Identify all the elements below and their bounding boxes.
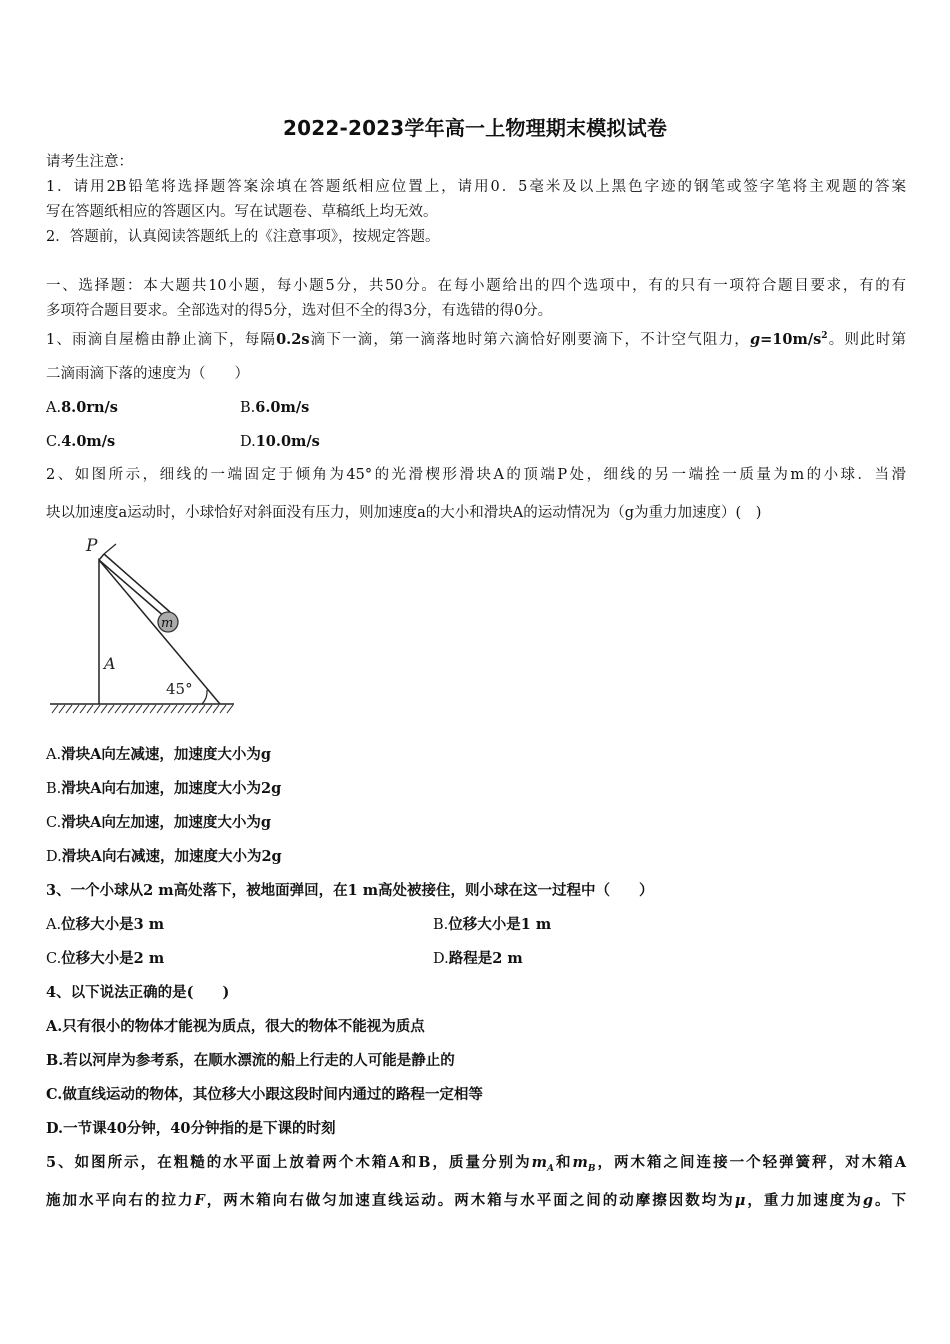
q5-mu-symbol: μ [734, 1192, 746, 1209]
wedge-outline [99, 560, 220, 704]
q2-option-c [46, 813, 271, 833]
q2-option-b [46, 779, 281, 799]
q1-g-value: =10m/s [760, 330, 822, 348]
q3-option-c-text: 位移大小是2 m [61, 950, 165, 967]
q3-option-b [433, 915, 551, 935]
ground-hatching [50, 704, 234, 713]
q4-option-c-text: C.做直线运动的物体，其位移大小跟这段时间内通过的路程一定相等 [46, 1086, 483, 1103]
q4-option-c [46, 1085, 483, 1105]
q3-stem [46, 881, 654, 901]
q4-stem-text: 4、以下说法正确的是( ) [46, 984, 230, 1001]
string-line-1 [99, 560, 166, 618]
q1-option-b [240, 398, 309, 418]
q5-text-f: ，重力加速度为 [745, 1192, 863, 1209]
q1-text-e: 。则此时第 [827, 331, 907, 348]
q1-g-exponent: 2 [821, 331, 828, 341]
q5-g-symbol: g [862, 1192, 874, 1209]
q3-option-d-label: D. [433, 951, 449, 967]
q4-option-a-text: A.只有很小的物体才能视为质点，很大的物体不能视为质点 [46, 1018, 425, 1035]
q5-mass-b: m [572, 1154, 588, 1171]
q2-option-a-label: A. [46, 747, 62, 763]
string-line-2 [104, 554, 170, 612]
q2-stem-line-2: 块以加速度a运动时，小球恰好对斜面没有压力，则加速度a的大小和滑块A的运动情况为（g为重力加速度）( ) [46, 505, 762, 521]
q2-option-a-text: 滑块A向左减速，加速度大小为g [61, 746, 271, 763]
q5-text-e: ，两木箱向右做匀加速直线运动。两木箱与水平面之间的动摩擦因数均为 [204, 1192, 735, 1209]
wedge-figure [44, 532, 240, 718]
q4-option-b-text: B.若以河岸为参考系，在顺水漂流的船上行走的人可能是静止的 [46, 1052, 455, 1069]
section-1-instructions-line-1: 一、选择题：本大题共10小题，每小题5分，共50分。在每小题给出的四个选项中，有的只有一项符合题目要求，有的有 [46, 278, 906, 294]
q2-option-d-text: 滑块A向右减速，加速度大小为2g [61, 848, 282, 865]
q1-option-b-label: B. [240, 400, 256, 416]
q1-option-a [46, 398, 118, 418]
q1-option-a-text: 8.0rn/s [61, 399, 118, 416]
q3-option-b-label: B. [433, 917, 449, 933]
q3-option-b-text: 位移大小是1 m [448, 916, 552, 933]
q3-option-d [433, 949, 523, 969]
label-angle: 45° [166, 680, 193, 698]
q5-text-b: 和 [553, 1154, 573, 1171]
q3-option-d-text: 路程是2 m [448, 950, 523, 967]
q4-option-b [46, 1051, 455, 1071]
label-a: A [104, 654, 116, 673]
q1-option-d [240, 432, 320, 452]
q2-stem-line-1: 2、如图所示，细线的一端固定于倾角为45°的光滑楔形滑块A的顶端P处，细线的另一端拴一质量为m的小球．当滑 [46, 467, 906, 483]
q4-option-d [46, 1119, 335, 1139]
q2-option-b-text: 滑块A向右加速，加速度大小为2g [61, 780, 282, 797]
q1-text-a: 1、雨滴自屋檐由静止滴下，每隔 [46, 331, 277, 348]
q1-g-symbol: g [750, 330, 761, 348]
q5-force-symbol: F [194, 1192, 205, 1209]
notice-item-2: 2．答题前，认真阅读答题纸上的《注意事项》，按规定答题。 [46, 229, 440, 245]
q1-option-d-text: 10.0m/s [255, 433, 320, 450]
q5-text-c: ，两木箱之间连接一个轻弹簧秤，对木箱A [595, 1154, 907, 1171]
q1-option-c-text: 4.0m/s [61, 433, 116, 450]
label-p: P [86, 536, 98, 556]
angle-arc [202, 690, 207, 704]
q5-mass-a: m [531, 1154, 547, 1171]
q1-option-b-text: 6.0m/s [255, 399, 310, 416]
q1-option-a-label: A. [46, 400, 62, 416]
q3-stem-text: 3、一个小球从2 m高处落下，被地面弹回，在1 m高处被接住，则小球在这一过程中（ ） [46, 882, 654, 899]
q1-option-c-label: C. [46, 434, 62, 450]
q4-option-d-text: D.一节课40分钟，40分钟指的是下课的时刻 [46, 1120, 336, 1137]
label-m: m [161, 616, 174, 631]
q1-option-d-label: D. [240, 434, 256, 450]
page-title: 2022-2023学年高一上物理期末模拟试卷 [282, 116, 668, 140]
q5-mass-a-sub: A [546, 1163, 554, 1174]
q3-option-a-text: 位移大小是3 m [61, 916, 165, 933]
q2-option-c-label: C. [46, 815, 62, 831]
q4-stem [46, 983, 229, 1003]
notice-item-1-line-2: 写在答题纸相应的答题区内。写在试题卷、草稿纸上均无效。 [46, 204, 438, 220]
q5-text-a: 5、如图所示，在粗糙的水平面上放着两个木箱A和B，质量分别为 [46, 1154, 532, 1171]
q2-option-b-label: B. [46, 781, 62, 797]
section-1-instructions-line-2: 多项符合题目要求。全部选对的得5分，选对但不全的得3分，有选错的得0分。 [46, 303, 553, 319]
q1-interval: 0.2s [276, 330, 310, 348]
q1-stem-line-2: 二滴雨滴下落的速度为（ ） [46, 366, 249, 382]
q3-option-c [46, 949, 164, 969]
q2-option-d [46, 847, 282, 867]
q5-mass-b-sub: B [587, 1163, 596, 1174]
q5-text-g: 。下 [873, 1192, 907, 1209]
q2-option-a [46, 745, 271, 765]
notice-heading: 请考生注意： [46, 154, 133, 170]
q5-stem-line-2 [46, 1191, 906, 1211]
q3-option-c-label: C. [46, 951, 62, 967]
q2-option-c-text: 滑块A向左加速，加速度大小为g [61, 814, 272, 831]
q1-stem-line-1 [46, 326, 906, 350]
q1-text-c: 滴下一滴，第一滴落地时第六滴恰好刚要滴下，不计空气阻力， [309, 331, 751, 348]
q3-option-a-label: A. [46, 917, 62, 933]
q5-text-d: 施加水平向右的拉力 [46, 1192, 195, 1209]
string-top [99, 554, 104, 560]
q3-option-a [46, 915, 164, 935]
q5-stem-line-1 [46, 1153, 906, 1179]
q4-option-a [46, 1017, 425, 1037]
q1-option-c [46, 432, 115, 452]
q2-option-d-label: D. [46, 849, 62, 865]
p-pointer [104, 544, 116, 554]
notice-item-1-line-1: 1．请用2B铅笔将选择题答案涂填在答题纸相应位置上，请用0．5毫米及以上黑色字迹的钢笔或签字笔将主观题的答案 [46, 179, 906, 195]
